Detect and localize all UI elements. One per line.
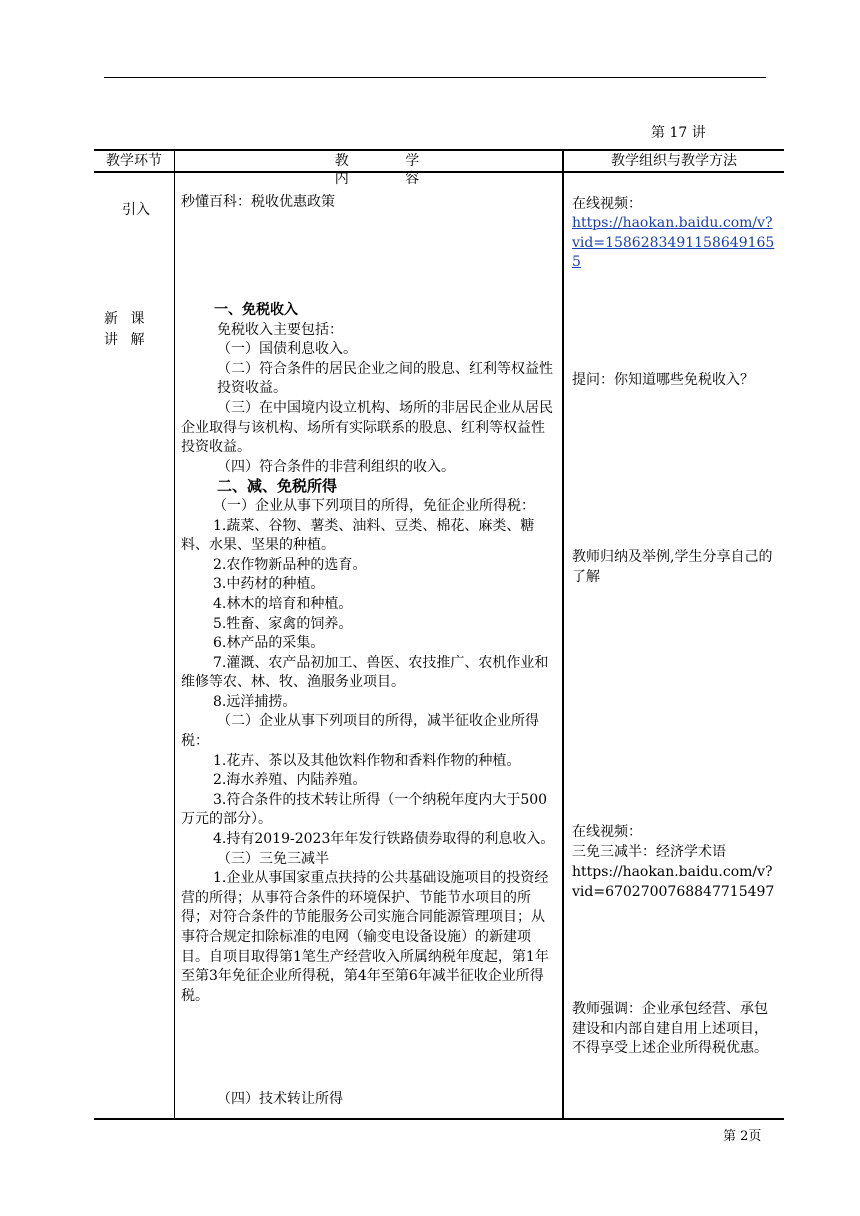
paragraph: 8.远洋捕捞。 bbox=[213, 693, 297, 710]
header-rule bbox=[104, 77, 766, 78]
paragraph: （三）在中国境内设立机构、场所的非居民企业从居民企业取得与该机构、场所有实际联系的股息、红利等权益性投资收益。 bbox=[181, 399, 553, 456]
paragraph: 3.中药材的种植。 bbox=[213, 576, 325, 593]
video1-link[interactable]: https://haokan.baidu.com/v?vid=1586283491158649165​5 bbox=[572, 215, 775, 271]
video1-label: 在线视频： bbox=[572, 196, 642, 212]
paragraph: 4.林木的培育和种植。 bbox=[213, 595, 353, 612]
paragraph: （四）符合条件的非营利组织的收入。 bbox=[217, 458, 455, 475]
section-new-lesson: 新 课 讲 解 bbox=[104, 311, 149, 348]
paragraph: 3.符合条件的技术转让所得（一个纳税年度内大于500万元的部分）。 bbox=[181, 791, 548, 828]
paragraph: 1.蔬菜、谷物、薯类、油料、豆类、棉花、麻类、糖料、水果、坚果的种植。 bbox=[181, 517, 535, 554]
header-content: 教 学 内 容 bbox=[334, 153, 446, 187]
page-number: 第 2页 bbox=[723, 1129, 762, 1144]
question-text: 提问：你知道哪些免税收入？ bbox=[572, 372, 754, 388]
paragraph: （一）企业从事下列项目的所得，免征企业所得税： bbox=[213, 497, 535, 514]
heading-tax-exempt: 一、免税收入 bbox=[214, 302, 298, 318]
paragraph: 4.持有2019-2023年年发行铁路债券取得的利息收入。 bbox=[213, 831, 555, 848]
lesson-content bbox=[181, 301, 557, 1006]
paragraph: （三）三免三减半 bbox=[217, 850, 329, 867]
video2-label: 在线视频： bbox=[572, 824, 642, 840]
paragraph: （一）国债利息收入。 bbox=[217, 341, 357, 358]
heading-reduced-tax: 二、减、免税所得 bbox=[217, 477, 338, 496]
paragraph: 1.花卉、茶以及其他饮料作物和香料作物的种植。 bbox=[213, 752, 521, 769]
paragraph: 5.牲畜、家禽的饲养。 bbox=[213, 615, 353, 632]
paragraph: 免税收入主要包括： bbox=[217, 321, 343, 338]
paragraph: 2.农作物新品种的选育。 bbox=[213, 556, 367, 573]
paragraph: 2.海水养殖、内陆养殖。 bbox=[213, 772, 367, 789]
section-intro: 引入 bbox=[122, 202, 150, 218]
header-stage: 教学环节 bbox=[106, 153, 162, 169]
teacher-emphasis: 教师强调：企业承包经营、承包建设和内部自建自用上述项目，不得享受上述企业所得税优惠。 bbox=[572, 1001, 768, 1057]
intro-text: 秒懂百科：税收优惠政策 bbox=[181, 194, 335, 210]
summary-text: 教师归纳及举例,学生分享自己的了解 bbox=[572, 549, 773, 585]
paragraph: 7.灌溉、农产品初加工、兽医、农技推广、农机作业和维修等农、林、牧、渔服务业项目。 bbox=[181, 654, 549, 691]
paragraph: 1.企业从事国家重点扶持的公共基础设施项目的投资经营的所得；从事符合条件的环境保护、节能节水项目的所得；对符合条件的节能服务公司实施合同能源管理项目；从事符合规定扣除标准的电网（输变电设备设施）的新建项目。自项目取得第1笔生产经营收入所属纳税年度起，第1年至第3年免征企业所得税，第4年至第6年减半征收企业所得税。 bbox=[181, 870, 549, 1004]
paragraph: 6.林产品的采集。 bbox=[213, 635, 325, 652]
paragraph: （二）企业从事下列项目的所得，减半征收企业所得税： bbox=[181, 713, 539, 750]
lecture-number: 第 17 讲 bbox=[651, 125, 706, 141]
video2-url: https://haokan.baidu.com/v?vid=6702700768847715497 bbox=[572, 864, 775, 900]
header-method: 教学组织与教学方法 bbox=[611, 153, 737, 169]
paragraph: （二）符合条件的居民企业之间的股息、红利等权益性投资收益。 bbox=[217, 360, 553, 397]
video2-title: 三免三减半：经济学术语 bbox=[572, 844, 726, 860]
paragraph bbox=[181, 1090, 557, 1110]
heading-tech-transfer: （四）技术转让所得 bbox=[217, 1091, 343, 1107]
